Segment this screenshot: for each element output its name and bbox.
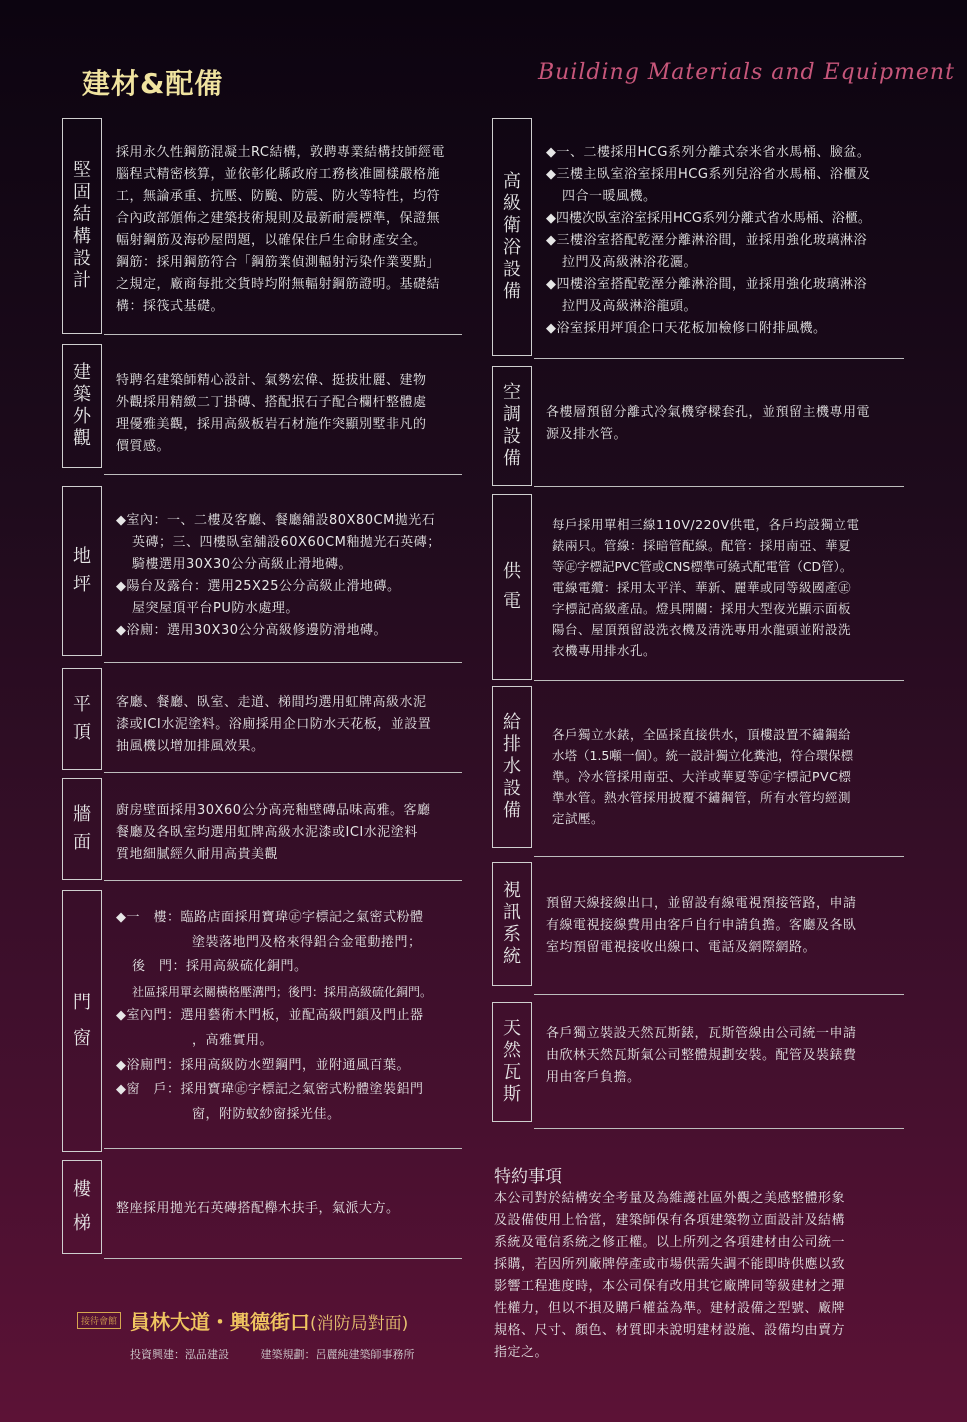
divider	[104, 474, 462, 475]
address-note: (消防局對面)	[310, 1314, 409, 1334]
divider	[104, 1148, 462, 1149]
section-label-exterior: 建 築 外 觀	[62, 344, 102, 468]
divider	[534, 358, 904, 359]
page-title: 建材&配備	[82, 67, 224, 100]
architect-credit: 建築規劃：呂麗純建築師事務所	[260, 1348, 415, 1361]
section-body-gas: 各戶獨立裝設天然瓦斯錶，瓦斯管線由公司統一申請 由欣林天然瓦斯氣公司整體規劃安裝。配管及裝錶費 用由客戶負擔。	[546, 1026, 857, 1085]
section-body-structure: 採用永久性鋼筋混凝土RC結構，敦聘專業結構技師經電 腦程式精密核算，並依彰化縣政府工務核准圖樣嚴格施 工，無論承重、抗壓、防颱、防震、防火等特性，均符 合內政部頒佈之建築技術規則及最新耐震標準，保證無 幅射鋼筋及海砂屋問題，以確保住戶生命財產安全。 鋼筋：採用鋼筋符合「鋼筋業偵測輻射污染作業要點」 之規定，廠商每批交貨時均附無輻射鋼筋證明。基礎結 構：採筏式基礎。	[116, 145, 445, 314]
section-label-aircon: 空 調 設 備	[492, 366, 532, 486]
section-body-exterior: 特聘名建築師精心設計、氣勢宏偉、挺拔壯麗、建物 外觀採用精緻二丁掛磚、搭配抿石子配合欄杆整體處 理優雅美觀，採用高級板岩石材施作突顯別墅非凡的 價質感。	[116, 373, 427, 454]
divider	[534, 1128, 904, 1129]
notes-title: 特約事項	[494, 1167, 562, 1187]
section-body-plumbing: 各戶獨立水錶，全區採直接供水，頂樓設置不鏽鋼給 水塔（1.5噸一個）。統一設計獨立化糞池，符合環保標 準。冷水管採用南亞、大洋或華夏等㊣字標記PVC標 準水管。熱水管採用披覆不鏽鋼管，所有水管均經測 定試壓。	[552, 727, 854, 826]
divider	[104, 334, 462, 335]
divider	[104, 1258, 462, 1259]
section-body-power: 每戶採用單相三線110V/220V供電，各戶均設獨立電 錶兩只。管線：採暗管配線。配管：採用南亞、華夏 等㊣字標記PVC管或CNS標準可繞式配電管（CD管）。 電線電纜：採用太平洋、華新、麗華或同等級國產㊣ 字標記高級產品。燈具開關：採用大型夜光顯示面板 陽台、屋頂預留設洗衣機及清洗專用水龍頭並附設洗 衣機專用排水孔。	[552, 517, 860, 658]
divider	[104, 772, 462, 773]
page-subtitle: Building Materials and Equipment	[538, 60, 955, 85]
section-label-plumbing: 給 排 水 設 備	[492, 686, 532, 848]
section-label-doors-windows: 門 窗	[62, 890, 102, 1152]
section-label-stairs: 樓 梯	[62, 1160, 102, 1254]
section-label-flooring: 地 坪	[62, 486, 102, 656]
reception-tag: 接待會館	[77, 1312, 121, 1329]
credits	[130, 1346, 415, 1362]
divider	[104, 880, 462, 881]
section-body-flooring: ◆室內：一、二樓及客廳、餐廳舖設80X80CM拋光石 英磚；三、四樓臥室舖設60X60CM釉拋光石英磚； 騎樓選用30X30公分高級止滑地磚。 ◆陽台及露台：選用25X25公分高級止滑地磚。 屋突屋頂平台PU防水處理。 ◆浴廁：選用30X30公分高級修邊防滑地磚。	[116, 513, 441, 638]
section-label-gas: 天 然 瓦 斯	[492, 1002, 532, 1122]
section-label-structure: 堅 固 結 構 設 計	[62, 118, 102, 334]
section-label-walls: 牆 面	[62, 778, 102, 880]
section-body-walls: 廚房壁面採用30X60公分高亮釉壁磚品味高雅。客廳 餐廳及各臥室均選用虹牌高級水泥漆或ICI水泥塗料 質地細膩經久耐用高貴美觀	[116, 803, 431, 862]
section-body-aircon: 各樓層預留分離式冷氣機穿樑套孔，並預留主機專用電 源及排水管。	[546, 405, 871, 442]
section-label-video: 視 訊 系 統	[492, 862, 532, 986]
section-body-doors-windows: ◆一 樓：臨路店面採用寶瑋㊣字標記之氣密式粉體 塗裝落地門及格來得鋁合金電動捲門； 後 門：採用高級硫化銅門。 社區採用單玄關橫格壓溝門；後門：採用高級硫化銅門。 ◆室內門：選用藝術木門板，並配高級門鎖及門止器 ，高雅實用。 ◆浴廁門：採用高級防水塑鋼門，並附通風百葉。 ◆窗 戶：採用寶瑋㊣字標記之氣密式粉體塗裝鋁門 窗，附防蚊紗窗採光佳。	[116, 910, 433, 1122]
divider	[534, 856, 904, 857]
section-body-video: 預留天線接線出口，並留設有線電視預接管路，申請 有線電視接線費用由客戶自行申請負擔。客廳及各臥 室均預留電視接收出線口、電話及網際網路。	[546, 896, 857, 955]
section-label-ceiling: 平 頂	[62, 668, 102, 770]
section-label-bathroom: 高 級 衛 浴 設 備	[492, 118, 532, 356]
divider	[104, 662, 462, 663]
section-body-ceiling: 客廳、餐廳、臥室、走道、梯間均選用虹牌高級水泥 漆或ICI水泥塗料。浴廁採用企口防水天花板，並設置 抽風機以增加排風效果。	[116, 695, 432, 754]
divider	[534, 680, 904, 681]
investor-credit: 投資興建：泓品建設	[130, 1348, 229, 1361]
section-body-stairs: 整座採用拋光石英磚搭配櫸木扶手，氣派大方。	[116, 1201, 400, 1216]
reception-address: 員林大道・興德街口(消防局對面)	[130, 1310, 409, 1334]
section-label-power: 供 電	[492, 494, 532, 680]
divider	[534, 486, 904, 487]
divider	[534, 994, 904, 995]
notes-body: 本公司對於結構安全考量及為維護社區外觀之美感整體形象 及設備使用上恰當，建築師保有各項建築物立面設計及結構 系統及電信系統之修正權。以上所列之各項建材由公司統一 採購，若因所列廠牌停產或市場供需失調不能即時供應以致 影響工程進度時，本公司保有改用其它廠牌同等級建材之彈 性權力，但以不損及購戶權益為準。建材設備之型號、廠牌 規格、尺寸、顏色、材質即未說明建材設施、設備均由賣方 指定之。	[494, 1191, 846, 1360]
section-body-bathroom: ◆一、二樓採用HCG系列分離式奈米省水馬桶、臉盆。 ◆三樓主臥室浴室採用HCG系列兒浴省水馬桶、浴櫃及 四合一暖風機。 ◆四樓次臥室浴室採用HCG系列分離式省水馬桶、浴櫃。 ◆三樓浴室搭配乾溼分離淋浴間，並採用強化玻璃淋浴 拉門及高級淋浴花灑。 ◆四樓浴室搭配乾溼分離淋浴間，並採用強化玻璃淋浴 拉門及高級淋浴龍頭。 ◆浴室採用坪頂企口天花板加檢修口附排風機。	[546, 145, 871, 336]
